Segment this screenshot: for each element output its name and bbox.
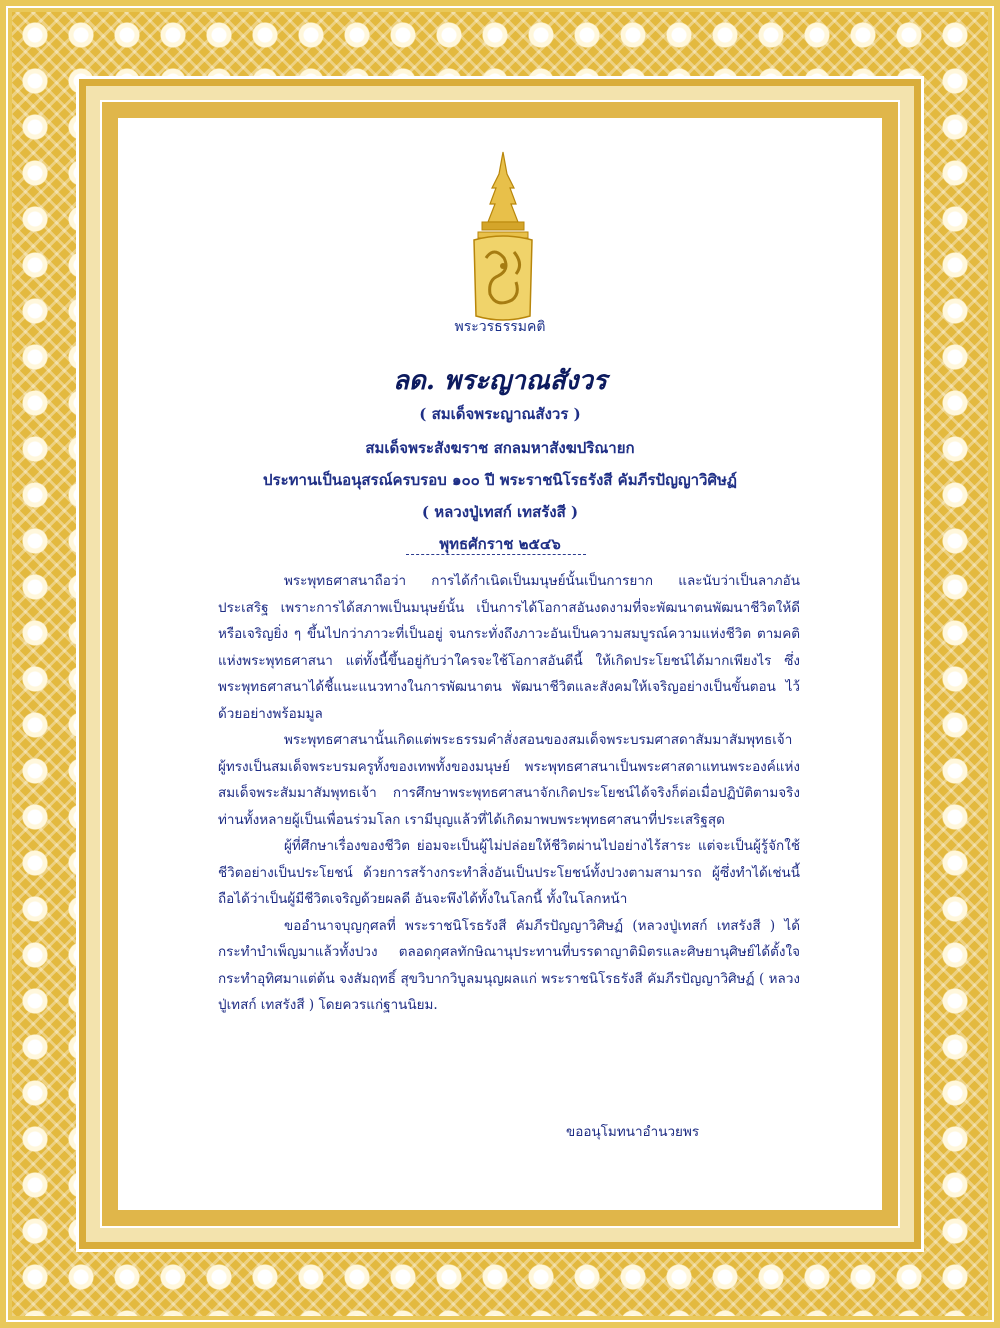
occasion-line: ประทานเป็นอนุสรณ์ครบรอบ ๑๐๐ ปี พระราชนิโรธรังสี คัมภีรปัญญาวิศิษฏ์ bbox=[263, 471, 737, 489]
dashed-divider bbox=[406, 554, 586, 555]
paragraph-1: พระพุทธศาสนาถือว่า การได้กำเนิดเป็นมนุษย์นั้นเป็นการยาก และนับว่าเป็นลาภอันประเสริฐ เพราะการได้สภาพเป็นมนุษย์นั้น เป็นการได้โอกาสอันงดงามที่จะพัฒนาตนพัฒนาชีวิตให้ดีหรือเจริญยิ่ง ๆ ขึ้นไปกว่าภาวะที่เป็นอยู่ จนกระทั่งถึงภาวะอันเป็นความสมบูรณ์ความแห่งชีวิต ตามคติแห่งพระพุทธศาสนา แต่ทั้งนี้ขึ้นอยู่กับว่าใครจะใช้โอกาสอันดีนี้ ให้เกิดประโยชน์ได้มากเพียงไร ซึ่งพระพุทธศาสนาได้ชี้แนะแนวทางในการพัฒนาตน พัฒนาชีวิตและสังคมให้เจริญอย่างเป็นขั้นตอน ไว้ด้วยอย่างพร้อมมูล bbox=[218, 573, 800, 722]
signer-title: สมเด็จพระสังฆราช สกลมหาสังฆปริณายก bbox=[365, 439, 635, 457]
signer-name: ( สมเด็จพระญาณสังวร ) bbox=[419, 405, 581, 423]
year-line: พุทธศักราช ๒๕๔๖ bbox=[439, 535, 561, 553]
closing-blessing: ขออนุโมทนาอำนวยพร bbox=[566, 1124, 700, 1140]
honoree-line: ( หลวงปู่เทสก์ เทสรังสี ) bbox=[421, 503, 579, 521]
paragraph-2: พระพุทธศาสนานั้นเกิดแต่พระธรรมคำสั่งสอนของสมเด็จพระบรมศาสดาสัมมาสัมพุทธเจ้า ผู้ทรงเป็นสมเด็จพระบรมครูทั้งของเทพทั้งของมนุษย์ พระพุทธศาสนาเป็นพระศาสดาแทนพระองค์แห่งสมเด็จพระสัมมาสัมพุทธเจ้า การศึกษาพระพุทธศาสนาจักเกิดประโยชน์ได้จริงก็ต่อเมื่อปฏิบัติตามจริง ท่านทั้งหลายผู้เป็นเพื่อนร่วมโลก เรามีบุญแล้วที่ได้เกิดมาพบพระพุทธศาสนาที่ประเสริฐสุด bbox=[218, 732, 800, 828]
paragraph-4: ขออำนาจบุญกุศลที่ พระราชนิโรธรังสี คัมภีรปัญญาวิศิษฏ์ (หลวงปู่เทสก์ เทสรังสี ) ได้กระทำบำเพ็ญมาแล้วทั้งปวง ตลอดกุศลทักษิณานุประทานที่บรรดาญาติมิตรและศิษยานุศิษย์ได้ตั้งใจกระทำอุทิศมาแต่ต้น จงสัมฤทธิ์ สุขวิบากวิบูลมนุญผลแก่ พระราชนิโรธรังสี คัมภีรปัญญาวิศิษฏ์ ( หลวงปู่เทสก์ เทสรังสี ) โดยควรแก่ฐานนิยม. bbox=[218, 917, 800, 1013]
certificate-paper bbox=[118, 118, 882, 1210]
body-text bbox=[218, 568, 800, 1019]
paragraph-3: ผู้ที่ศึกษาเรื่องของชีวิต ย่อมจะเป็นผู้ไม่ปล่อยให้ชีวิตผ่านไปอย่างไร้สาระ แต่จะเป็นผู้รู้จักใช้ชีวิตอย่างเป็นประโยชน์ ด้วยการสร้างกระทำสิ่งอันเป็นประโยชน์ทั้งปวงตามสามารถ ผู้ซึ่งทำได้เช่นนี้ ถือได้ว่าเป็นผู้มีชีวิตเจริญด้วยผลดี อันจะพึงได้ทั้งในโลกนี้ ทั้งในโลกหน้า bbox=[218, 838, 800, 907]
handwritten-signature: ลด. พระญาณสังวร bbox=[393, 366, 607, 396]
royal-emblem-icon bbox=[458, 148, 548, 328]
document-title: พระวรธรรมคติ bbox=[454, 319, 546, 335]
